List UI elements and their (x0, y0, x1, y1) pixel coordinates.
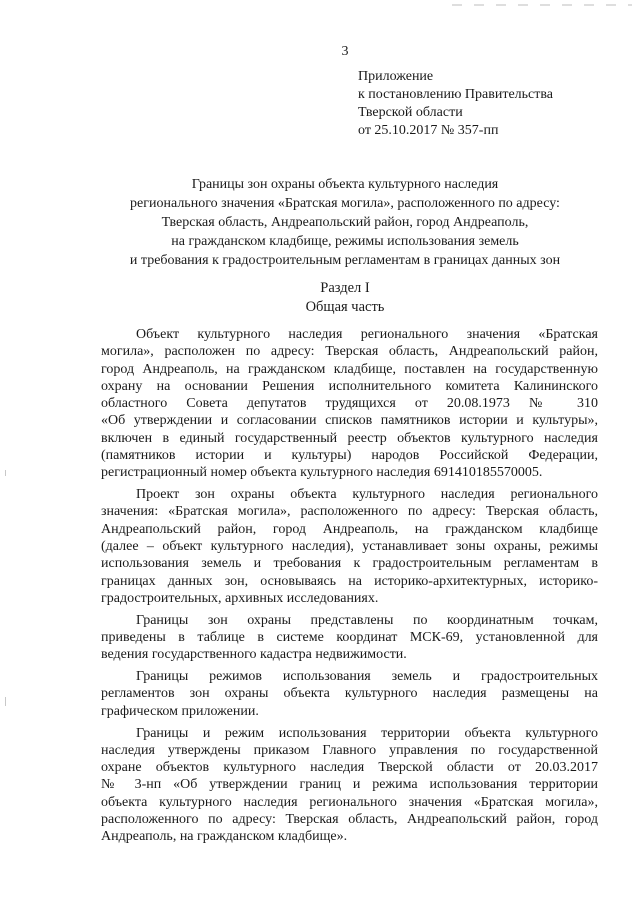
paragraph (101, 725, 598, 846)
body-text (101, 326, 598, 850)
paragraph-line: (далее – объект культурного наследия), устанавливает зоны охраны, режимы (101, 539, 598, 555)
scan-artifact (5, 470, 6, 476)
paragraph-line: регламентов зон охраны объекта культурного наследия размещены на (101, 686, 598, 702)
paragraph-line: город Андреаполь, на гражданском кладбище, поставлен на государственную (101, 361, 598, 377)
paragraph-line: границах данных зон, основываясь на историко-архитектурных, историко- (101, 573, 598, 589)
paragraph-line: ведения государственного кадастра недвижимости. (101, 647, 407, 663)
paragraph-line: регистрационный номер объекта культурного наследия 691410185570005. (101, 465, 543, 481)
paragraph-line: «Об утверждении и согласовании списков памятников истории и культуры», (101, 413, 598, 429)
paragraph-line: градостроительных, архивных исследованиях. (101, 590, 379, 606)
paragraph (101, 612, 598, 664)
section-heading (0, 279, 640, 317)
title-line: на гражданском кладбище, режимы использования земель (171, 234, 519, 249)
paragraph-line: графическом приложении. (101, 703, 259, 719)
paragraph-line: объекта культурного наследия регионального значения «Братская могила», (101, 794, 598, 810)
appendix-line: Приложение (358, 69, 434, 84)
paragraph-line: охрану на основании Решения исполнительного комитета Калининского (101, 378, 598, 394)
appendix-line: Тверской области (358, 105, 463, 120)
paragraph-line: приведены в таблице в системе координат МСК-69, установленной для (101, 630, 598, 646)
paragraph (101, 486, 598, 607)
paragraph (101, 326, 598, 482)
paragraph-line: использования земель и требования к градостроительным регламентам в (101, 556, 598, 572)
paragraph-line: включен в единый государственный реестр объектов культурного наследия (101, 430, 598, 446)
paragraph-line: могила», расположен по адресу: Тверская область, Андреапольский район, (101, 344, 598, 360)
paragraph-line: областного Совета депутатов трудящихся от 20.08.1973 № 310 (101, 396, 598, 412)
document-title (0, 175, 640, 270)
paragraph-line: Границы режимов использования земель и градостроительных (136, 669, 598, 685)
title-line: и требования к градостроительным регламентам в границах данных зон (129, 253, 561, 268)
appendix-line: от 25.10.2017 № 357-пп (358, 123, 499, 138)
section-name: Общая часть (305, 299, 385, 315)
paragraph-line: Андреаполь, на гражданском кладбище». (101, 829, 348, 845)
scan-artifact (5, 697, 6, 706)
paragraph-line: расположенного по адресу: Тверская область, Андреапольский район, город (101, 812, 598, 828)
section-number: Раздел I (320, 280, 370, 296)
paragraph-line: Границы зон охраны представлены по координатным точкам, (136, 612, 598, 628)
appendix-header (358, 68, 553, 140)
page-number: 3 (341, 44, 349, 59)
paragraph-line: Проект зон охраны объекта культурного наследия регионального (136, 487, 598, 503)
paragraph-line: № 3-нп «Об утверждении границ и режима использования территории (101, 777, 598, 793)
paragraph-line: наследия утверждены приказом Главного управления по государственной (101, 742, 598, 758)
paragraph-line: охране объектов культурного наследия Тверской области от 20.03.2017 (101, 760, 598, 776)
scan-artifact (452, 4, 632, 6)
paragraph-line: Андреапольский район, город Андреаполь, на гражданском кладбище (101, 521, 598, 537)
paragraph-line: Границы и режим использования территории объекта культурного (136, 725, 598, 741)
title-line: Тверская область, Андреапольский район, город Андреаполь, (161, 215, 529, 230)
title-line: Границы зон охраны объекта культурного наследия (191, 177, 499, 192)
paragraph-line: Объект культурного наследия регионального значения «Братская (136, 327, 598, 342)
paragraph (101, 668, 598, 720)
paragraph-line: значения: «Братская могила», расположенного по адресу: Тверская область, (101, 504, 598, 520)
appendix-line: к постановлению Правительства (358, 87, 554, 102)
paragraph-line: (памятников истории и культуры) народов Российской Федерации, (101, 448, 598, 464)
title-line: регионального значения «Братская могила», расположенного по адресу: (130, 196, 560, 211)
